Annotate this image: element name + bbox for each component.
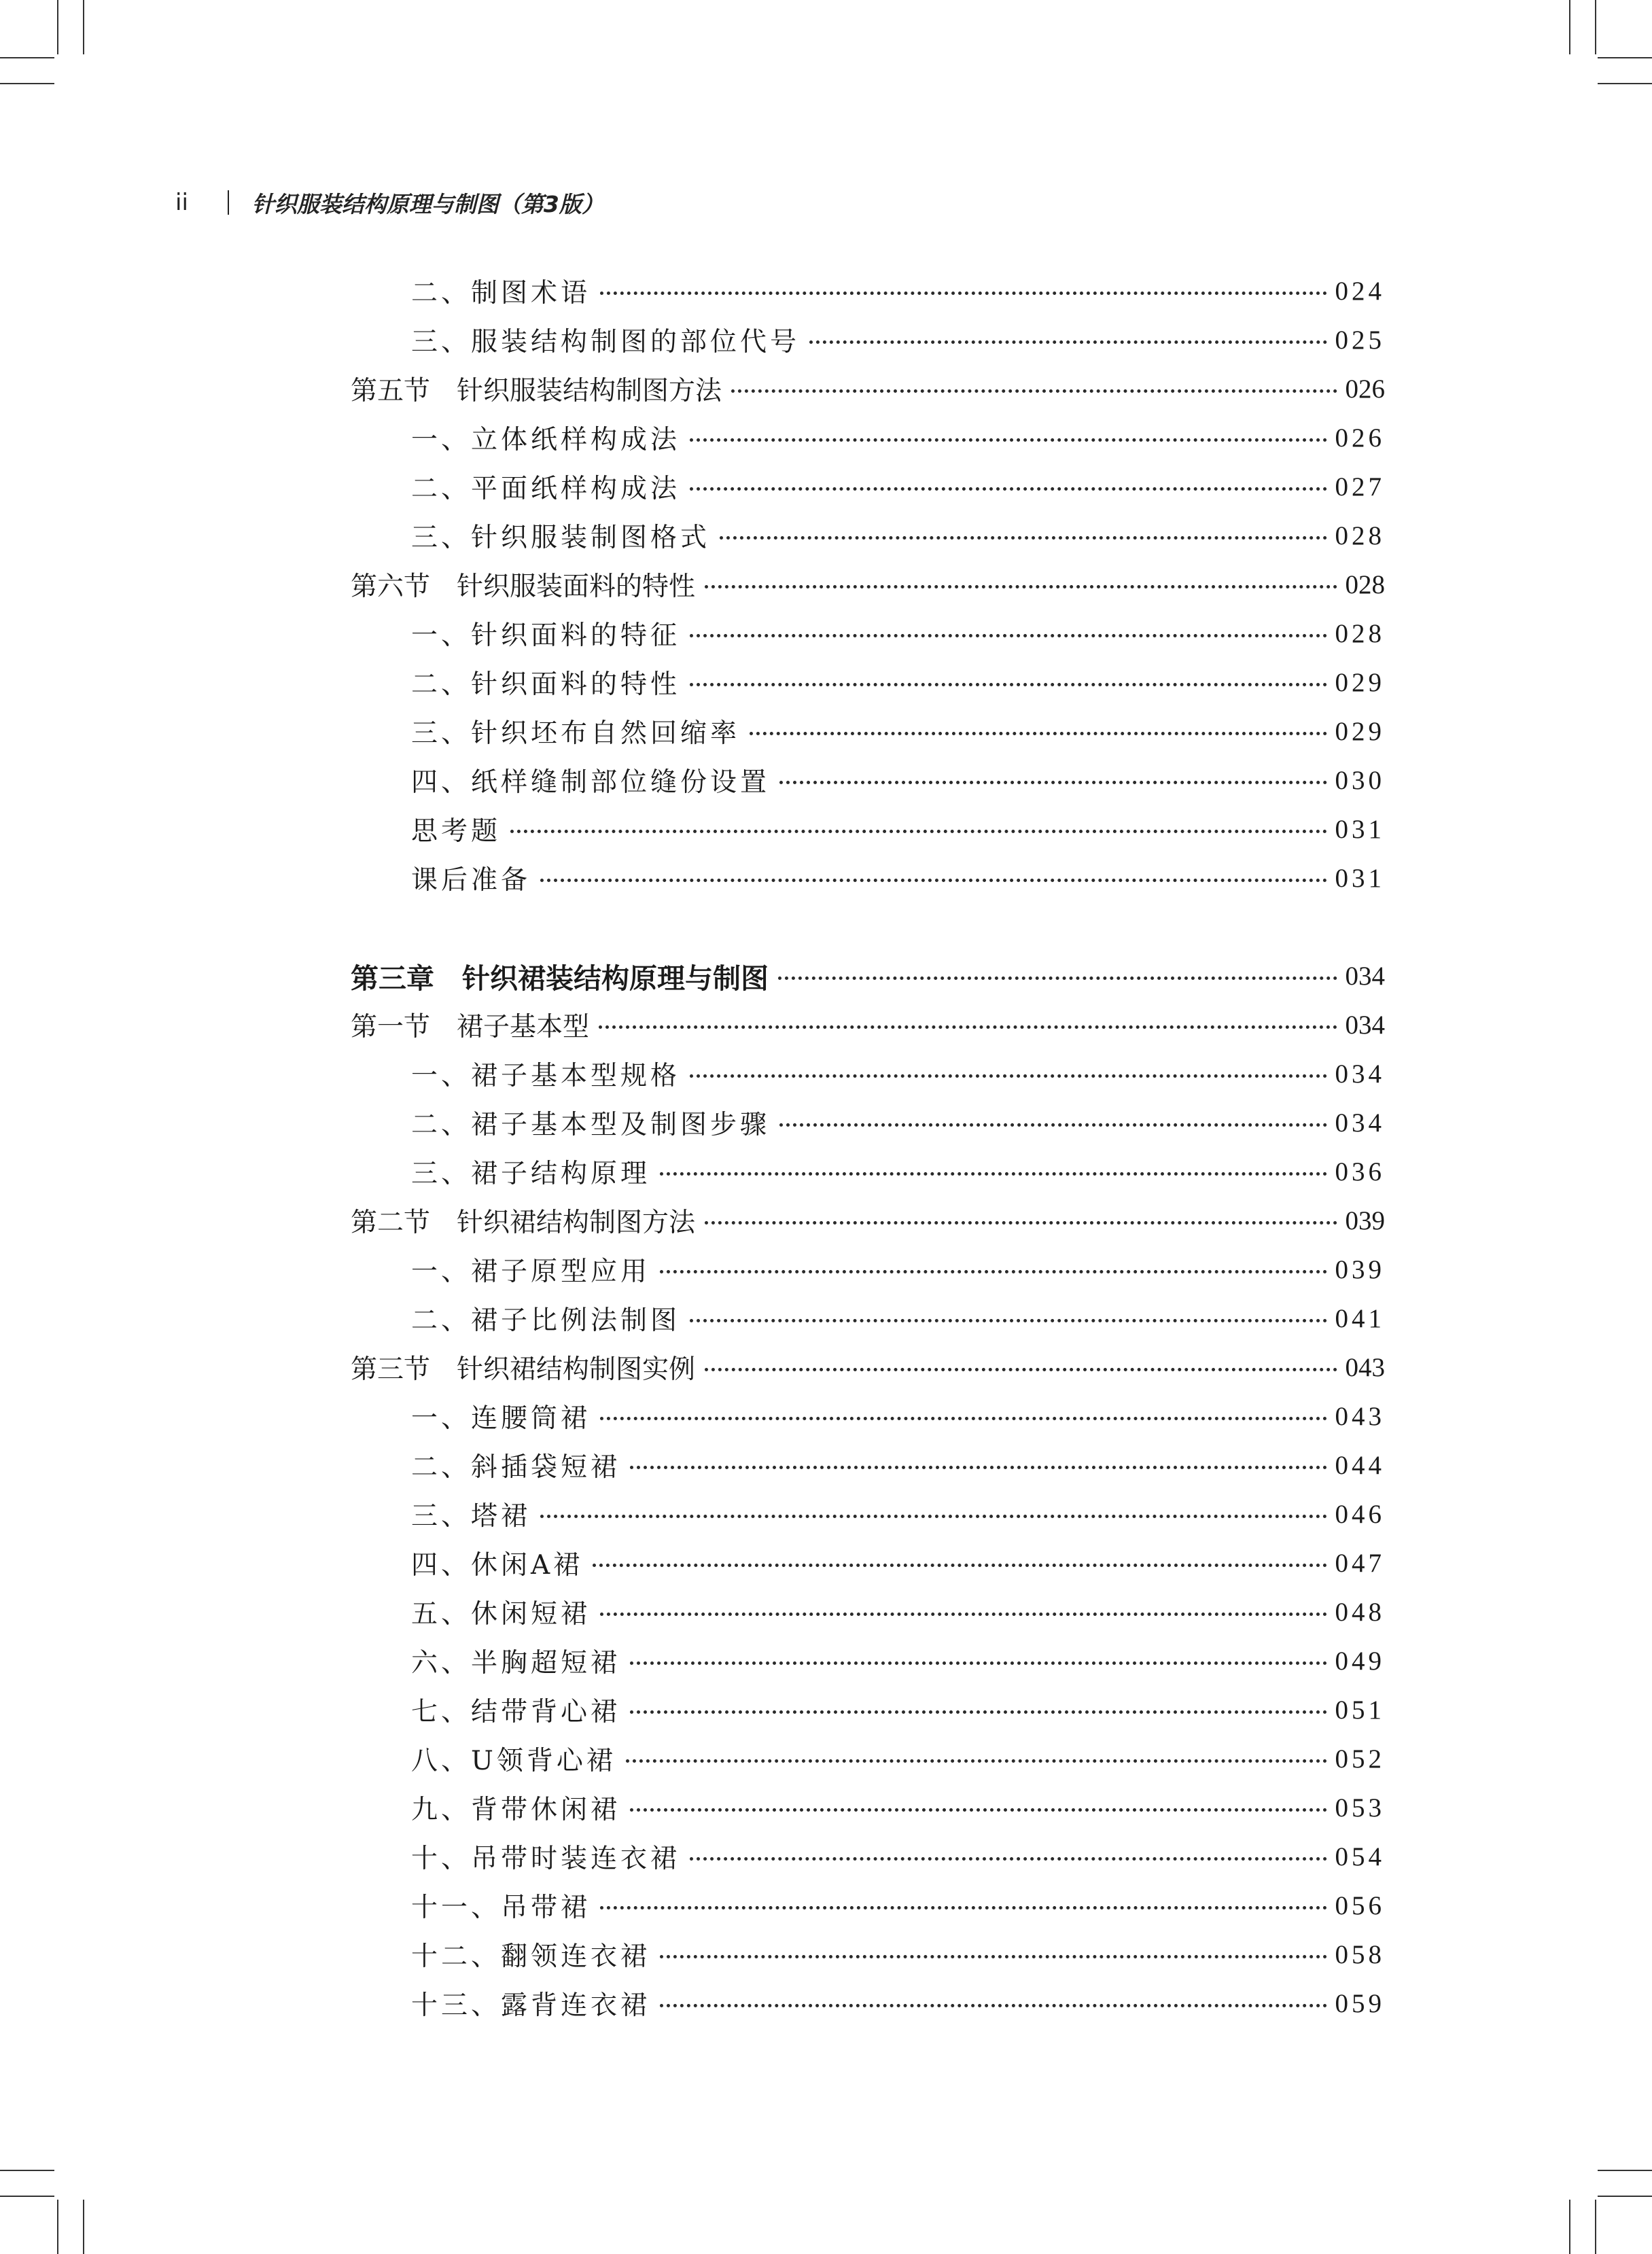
toc-subsection-entry[interactable] <box>411 662 1385 703</box>
toc-entry-title: 六、半胸超短裙 <box>411 1648 621 1678</box>
toc-entry-title: 一、连腰筒裙 <box>411 1403 591 1434</box>
toc-section-entry[interactable] <box>351 564 1385 605</box>
toc-entry-title: 八、U领背心裙 <box>411 1746 616 1776</box>
dot-leader <box>705 1368 1337 1371</box>
dot-leader <box>660 1955 1326 1958</box>
toc-page-number: 053 <box>1335 1793 1385 1822</box>
toc-entry-title: 第一节 裙子基本型 <box>351 1012 590 1042</box>
toc-page-number: 034 <box>1345 961 1385 991</box>
dot-leader <box>750 732 1326 735</box>
toc-page-number: 059 <box>1335 1988 1385 2018</box>
crop-mark <box>0 83 54 84</box>
toc-entry-title: 思考题 <box>411 816 502 847</box>
toc-section-entry[interactable] <box>351 1200 1385 1241</box>
toc-page-number: 034 <box>1335 1108 1385 1138</box>
crop-mark <box>1598 2196 1652 2197</box>
dot-leader <box>690 1857 1326 1861</box>
toc-entry-title: 第二节 针织裙结构制图方法 <box>351 1208 696 1238</box>
toc-subsection-entry[interactable] <box>411 1885 1385 1926</box>
crop-mark <box>1598 83 1652 84</box>
toc-subsection-entry[interactable] <box>411 515 1385 556</box>
toc-page-number: 028 <box>1335 618 1385 648</box>
toc-entry-title: 四、休闲A裙 <box>411 1550 584 1581</box>
toc-subsection-entry[interactable] <box>411 1836 1385 1877</box>
toc-entry-title: 第三章 针织裙装结构原理与制图 <box>351 962 769 995</box>
toc-entry-title: 五、休闲短裙 <box>411 1599 591 1630</box>
dot-leader <box>690 1074 1326 1078</box>
toc-entry-title: 九、背带休闲裙 <box>411 1795 621 1825</box>
dot-leader <box>540 879 1326 882</box>
toc-subsection-entry[interactable] <box>411 858 1385 898</box>
toc-page-number: 043 <box>1345 1352 1385 1382</box>
dot-leader <box>593 1564 1326 1567</box>
crop-mark <box>0 2196 54 2197</box>
crop-mark <box>0 57 54 58</box>
toc-page-number: 054 <box>1335 1842 1385 1871</box>
toc-page-number: 043 <box>1335 1401 1385 1431</box>
toc-page-number: 030 <box>1335 765 1385 795</box>
dot-leader <box>630 1808 1326 1812</box>
dot-leader <box>705 585 1337 588</box>
toc-page-number: 039 <box>1345 1205 1385 1235</box>
toc-entry-title: 七、结带背心裙 <box>411 1697 621 1727</box>
toc-entry-title: 三、裙子结构原理 <box>411 1159 651 1189</box>
dot-leader <box>731 389 1337 393</box>
toc-page-number: 026 <box>1335 423 1385 453</box>
toc-entry-title: 一、裙子基本型规格 <box>411 1061 681 1091</box>
book-title: 针织服装结构原理与制图（第3版） <box>251 190 604 217</box>
toc-page-number: 034 <box>1335 1059 1385 1089</box>
toc-subsection-entry[interactable] <box>411 711 1385 752</box>
toc-entry-title: 十二、翻领连衣裙 <box>411 1941 651 1972</box>
toc-subsection-entry[interactable] <box>411 1445 1385 1485</box>
toc-subsection-entry[interactable] <box>411 1151 1385 1192</box>
dot-leader <box>630 1466 1326 1469</box>
toc-page-number: 058 <box>1335 1939 1385 1969</box>
dot-leader <box>660 1270 1326 1273</box>
toc-subsection-entry[interactable] <box>411 1787 1385 1828</box>
toc-entry-title: 二、裙子基本型及制图步骤 <box>411 1110 771 1140</box>
toc-subsection-entry[interactable] <box>411 319 1385 360</box>
toc-subsection-entry[interactable] <box>411 1396 1385 1437</box>
toc-subsection-entry[interactable] <box>411 613 1385 654</box>
toc-entry-title: 十、吊带时装连衣裙 <box>411 1844 681 1874</box>
toc-page-number: 029 <box>1335 667 1385 697</box>
toc-entry-title: 三、针织坯布自然回缩率 <box>411 718 741 749</box>
toc-page-number: 031 <box>1335 863 1385 893</box>
toc-page-number: 025 <box>1335 325 1385 355</box>
toc-subsection-entry[interactable] <box>411 809 1385 849</box>
dot-leader <box>660 1172 1326 1176</box>
dot-leader <box>779 1123 1326 1127</box>
crop-mark <box>57 2200 58 2254</box>
toc-entry-title: 三、服装结构制图的部位代号 <box>411 327 801 357</box>
dot-leader <box>540 1515 1326 1518</box>
dot-leader <box>660 2004 1326 2007</box>
toc-subsection-entry[interactable] <box>411 1298 1385 1339</box>
dot-leader <box>690 1319 1326 1322</box>
toc-page-number: 049 <box>1335 1646 1385 1676</box>
toc-entry-title: 二、斜插袋短裙 <box>411 1452 621 1483</box>
toc-page-number: 029 <box>1335 716 1385 746</box>
toc-page-number: 034 <box>1345 1010 1385 1040</box>
toc-subsection-entry[interactable] <box>411 1689 1385 1730</box>
toc-subsection-entry[interactable] <box>411 1738 1385 1779</box>
toc-entry-title: 一、裙子原型应用 <box>411 1256 651 1287</box>
toc-subsection-entry[interactable] <box>411 1494 1385 1534</box>
toc-subsection-entry[interactable] <box>411 1640 1385 1681</box>
toc-entry-title: 二、平面纸样构成法 <box>411 474 681 504</box>
dot-leader <box>690 683 1326 686</box>
toc-page-number: 052 <box>1335 1744 1385 1774</box>
crop-mark <box>1595 2200 1596 2254</box>
toc-subsection-entry[interactable] <box>411 1053 1385 1094</box>
toc-entry-title: 第五节 针织服装结构制图方法 <box>351 376 722 406</box>
toc-page-number: 024 <box>1335 276 1385 306</box>
toc-entry-title: 三、塔裙 <box>411 1501 531 1532</box>
crop-mark <box>1569 2200 1570 2254</box>
toc-entry-title: 二、裙子比例法制图 <box>411 1305 681 1336</box>
crop-mark <box>0 2170 54 2171</box>
dot-leader <box>779 781 1326 784</box>
toc-page-number: 036 <box>1335 1157 1385 1186</box>
dot-leader <box>600 1906 1326 1909</box>
toc-entry-title: 一、立体纸样构成法 <box>411 425 681 455</box>
toc-page-number: 027 <box>1335 472 1385 501</box>
toc-page-number: 048 <box>1335 1597 1385 1627</box>
toc-entry-title: 四、纸样缝制部位缝份设置 <box>411 767 771 798</box>
dot-leader <box>626 1759 1327 1763</box>
crop-mark <box>1569 0 1570 54</box>
dot-leader <box>690 634 1326 637</box>
crop-mark <box>1598 57 1652 58</box>
toc-page-number: 028 <box>1345 569 1385 599</box>
toc-page-number: 028 <box>1335 521 1385 550</box>
page-number: ii <box>175 189 188 216</box>
toc-subsection-entry[interactable] <box>411 1249 1385 1290</box>
dot-leader <box>600 292 1326 295</box>
running-header <box>175 182 604 223</box>
toc-page-number: 044 <box>1335 1450 1385 1480</box>
dot-leader <box>600 1417 1326 1420</box>
toc-subsection-entry[interactable] <box>411 417 1385 458</box>
dot-leader <box>720 536 1326 540</box>
toc-subsection-entry[interactable] <box>411 1543 1385 1583</box>
dot-leader <box>510 830 1326 833</box>
toc-entry-title: 第三节 针织裙结构制图实例 <box>351 1354 696 1385</box>
dot-leader <box>705 1221 1337 1225</box>
toc-section-entry[interactable] <box>351 368 1385 409</box>
toc-chapter-entry[interactable] <box>351 955 1385 996</box>
toc-entry-title: 二、针织面料的特性 <box>411 669 681 700</box>
toc-entry-title: 十三、露背连衣裙 <box>411 1990 651 2021</box>
toc-section-entry[interactable] <box>351 1347 1385 1388</box>
dot-leader <box>630 1710 1326 1714</box>
toc-entry-title: 一、针织面料的特征 <box>411 620 681 651</box>
dot-leader <box>599 1025 1337 1029</box>
toc-page-number: 051 <box>1335 1695 1385 1725</box>
crop-mark <box>83 0 84 54</box>
toc-subsection-entry[interactable] <box>411 1102 1385 1143</box>
toc-page-number: 031 <box>1335 814 1385 844</box>
toc-page-number: 041 <box>1335 1303 1385 1333</box>
toc-subsection-entry[interactable] <box>411 1934 1385 1975</box>
toc-page-number: 047 <box>1335 1548 1385 1578</box>
dot-leader <box>600 1613 1326 1616</box>
toc-page-number: 046 <box>1335 1499 1385 1529</box>
toc-subsection-entry[interactable] <box>411 760 1385 800</box>
crop-mark <box>83 2200 84 2254</box>
dot-leader <box>778 976 1337 980</box>
dot-leader <box>809 340 1326 344</box>
dot-leader <box>690 438 1326 442</box>
toc-entry-title: 二、制图术语 <box>411 278 591 309</box>
toc-subsection-entry[interactable] <box>411 1591 1385 1632</box>
header-divider <box>228 190 229 215</box>
toc-subsection-entry[interactable] <box>411 466 1385 507</box>
toc-page-number: 039 <box>1335 1254 1385 1284</box>
toc-page-number: 026 <box>1345 374 1385 404</box>
toc-entry-title: 十一、吊带裙 <box>411 1892 591 1923</box>
toc-section-entry[interactable] <box>351 1004 1385 1045</box>
toc-entry-title: 课后准备 <box>411 865 531 896</box>
toc-entry-title: 第六节 针织服装面料的特性 <box>351 571 696 602</box>
toc-entry-title: 三、针织服装制图格式 <box>411 523 711 553</box>
dot-leader <box>630 1661 1326 1665</box>
toc-subsection-entry[interactable] <box>411 1983 1385 2024</box>
toc-page-number: 056 <box>1335 1890 1385 1920</box>
toc-subsection-entry[interactable] <box>411 270 1385 311</box>
dot-leader <box>690 487 1326 491</box>
crop-mark <box>1598 2170 1652 2171</box>
crop-mark <box>57 0 58 54</box>
crop-mark <box>1595 0 1596 54</box>
